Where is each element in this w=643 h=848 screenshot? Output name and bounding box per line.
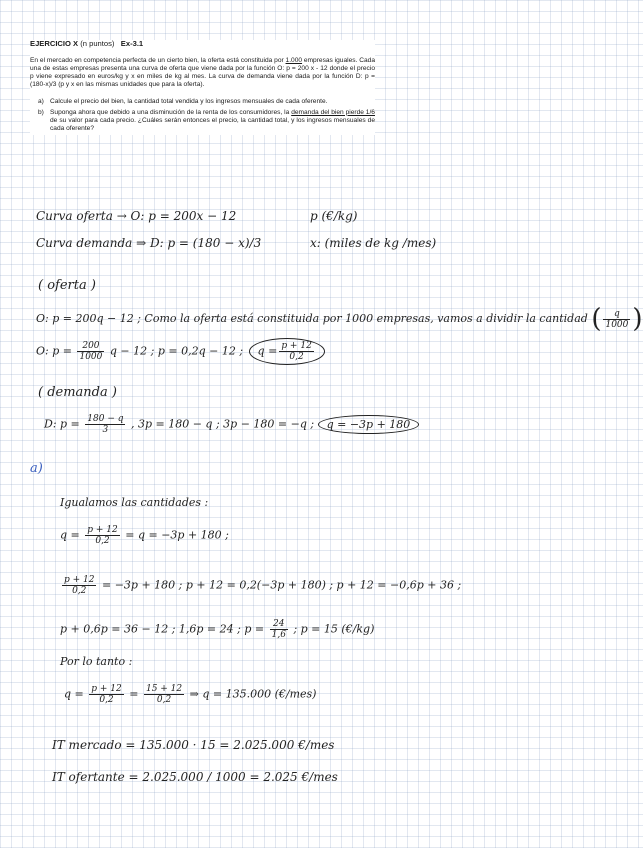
hw-fraction	[89, 684, 123, 705]
intro-text-1: En el mercado en competencia perfecta de un cierto bien, la oferta está constituida por	[30, 57, 286, 65]
question-item	[38, 108, 375, 133]
frac-num: p + 12	[64, 575, 95, 585]
hw-text: ; p = 15 (€/kg)	[293, 622, 375, 636]
hw-text: ⇒ q = 135.000 (€/mes)	[189, 687, 317, 701]
question-text: Calcule el precio del bien, la cantidad total vendida y los ingresos mensuales de cada oferente.	[50, 98, 328, 106]
frac-num: 24	[270, 619, 288, 630]
intro-text-2: empresas iguales. Cada una de estas empresas presenta una curva de oferta que viene dada por la función O: p = 200 x - 12 donde el precio p viene expresado en euros/kg y x en miles de kg al mes. La curva de demanda viene dada por la función D: p = (180-x)/3 (p y x en las mismas unidades que para la oferta).	[30, 57, 375, 89]
frac-num: q	[603, 309, 630, 320]
hw-equate-heading: Igualamos las cantidades :	[60, 496, 209, 509]
hw-text: q − 12 ; p = 0,2q − 12 ;	[109, 344, 244, 358]
hw-part-a-label: a)	[30, 461, 43, 476]
hw-equation-4	[64, 684, 316, 705]
hw-text: q =	[64, 687, 84, 701]
frac-den: 0,2	[99, 695, 114, 705]
hw-quantity-units: x: (miles de kg /mes)	[310, 236, 437, 250]
hw-fraction	[144, 684, 184, 705]
hw-text: , 3p = 180 − q ; 3p − 180 = −q ;	[130, 417, 315, 431]
hw-total-income-firm: IT ofertante = 2.025.000 / 1000 = 2.025 €/mes	[52, 770, 338, 784]
question-label: b)	[38, 108, 44, 116]
frac-den: 1000	[605, 319, 629, 330]
hw-price-units: p (€/kg)	[310, 209, 358, 223]
hw-text: q =	[257, 344, 278, 358]
hw-circled-result: q = −3p + 180	[318, 415, 420, 434]
hw-therefore: Por lo tanto :	[60, 655, 133, 668]
hw-supply-curve: Curva oferta → O: p = 200x − 12	[36, 209, 237, 223]
hw-supply-line-2	[36, 338, 325, 365]
hw-equation-3	[60, 619, 374, 640]
hw-fraction	[85, 414, 125, 435]
hw-equation-1	[60, 525, 229, 546]
frac-den: 1000	[79, 352, 103, 362]
hw-fraction	[62, 575, 96, 596]
frac-num: 15 + 12	[145, 684, 183, 694]
hw-demand-heading: ( demanda )	[38, 385, 117, 400]
frac-num: p + 12	[87, 525, 118, 535]
question-text-1: Suponga ahora que debido a una disminución de la renta de los consumidores, la	[50, 108, 292, 116]
hw-demand-curve: Curva demanda ⇒ D: p = (180 − x)/3	[36, 236, 262, 250]
frac-den: 0,2	[72, 586, 87, 596]
hw-text: q =	[60, 528, 80, 542]
frac-num: p + 12	[281, 341, 312, 351]
exercise-intro	[30, 57, 375, 89]
exercise-title	[30, 40, 375, 48]
frac-den: 0,2	[289, 352, 304, 362]
question-item	[38, 98, 375, 106]
exercise-code: Ex-3.1	[120, 39, 144, 48]
hw-text: O: p =	[36, 344, 72, 358]
intro-firm-count: 1.000	[285, 57, 303, 65]
hw-fraction	[279, 341, 313, 362]
hw-supply-line-1-text: O: p = 200q − 12 ; Como la oferta está constituida por 1000 empresas, vamos a dividir la cantidad	[36, 312, 588, 325]
exercise-statement	[30, 40, 375, 135]
hw-total-income-market: IT mercado = 135.000 · 15 = 2.025.000 €/mes	[52, 738, 335, 752]
hw-equation-2	[60, 575, 461, 596]
hw-fraction	[270, 619, 288, 640]
exercise-points: (n puntos)	[80, 39, 115, 48]
hw-fraction	[77, 341, 104, 362]
frac-den: 0,2	[95, 536, 110, 546]
hw-text: = −3p + 180 ; p + 12 = 0,2(−3p + 180) ; p + 12 = −0,6p + 36 ;	[101, 578, 462, 592]
frac-den: 0,2	[156, 695, 172, 705]
hw-text: = q = −3p + 180 ;	[125, 528, 229, 542]
frac-num: 200	[77, 341, 104, 352]
hw-text: =	[129, 687, 139, 701]
question-text-underlined: demanda del bien pierde 1/6	[291, 108, 375, 116]
hw-text: D: p =	[44, 417, 80, 431]
frac-num: 180 − q	[87, 414, 124, 424]
hw-circled-result	[249, 338, 325, 365]
hw-fraction	[603, 309, 630, 330]
question-list	[30, 98, 375, 132]
exercise-title-label: EJERCICIO X	[30, 39, 79, 48]
hw-fraction	[85, 525, 119, 546]
question-label: a)	[38, 98, 44, 106]
frac-den: 3	[102, 425, 109, 435]
hw-demand-line	[44, 414, 419, 435]
hw-supply-line-1: O: p = 200q − 12 ; Como la oferta está constituida por 1000 empresas, vamos a dividir la cantidad ( $\frac{q}{1000}$ )	[36, 304, 643, 334]
hw-supply-heading: ( oferta )	[38, 278, 96, 293]
hw-text: p + 0,6p = 36 − 12 ; 1,6p = 24 ; p =	[60, 622, 265, 636]
frac-den: 1,6	[271, 630, 286, 640]
question-text-2: de su valor para cada precio. ¿Cuáles serán entonces el precio, la cantidad total, y los ingresos mensuales de cada oferente?	[50, 116, 375, 132]
frac-num: p + 12	[91, 684, 122, 694]
